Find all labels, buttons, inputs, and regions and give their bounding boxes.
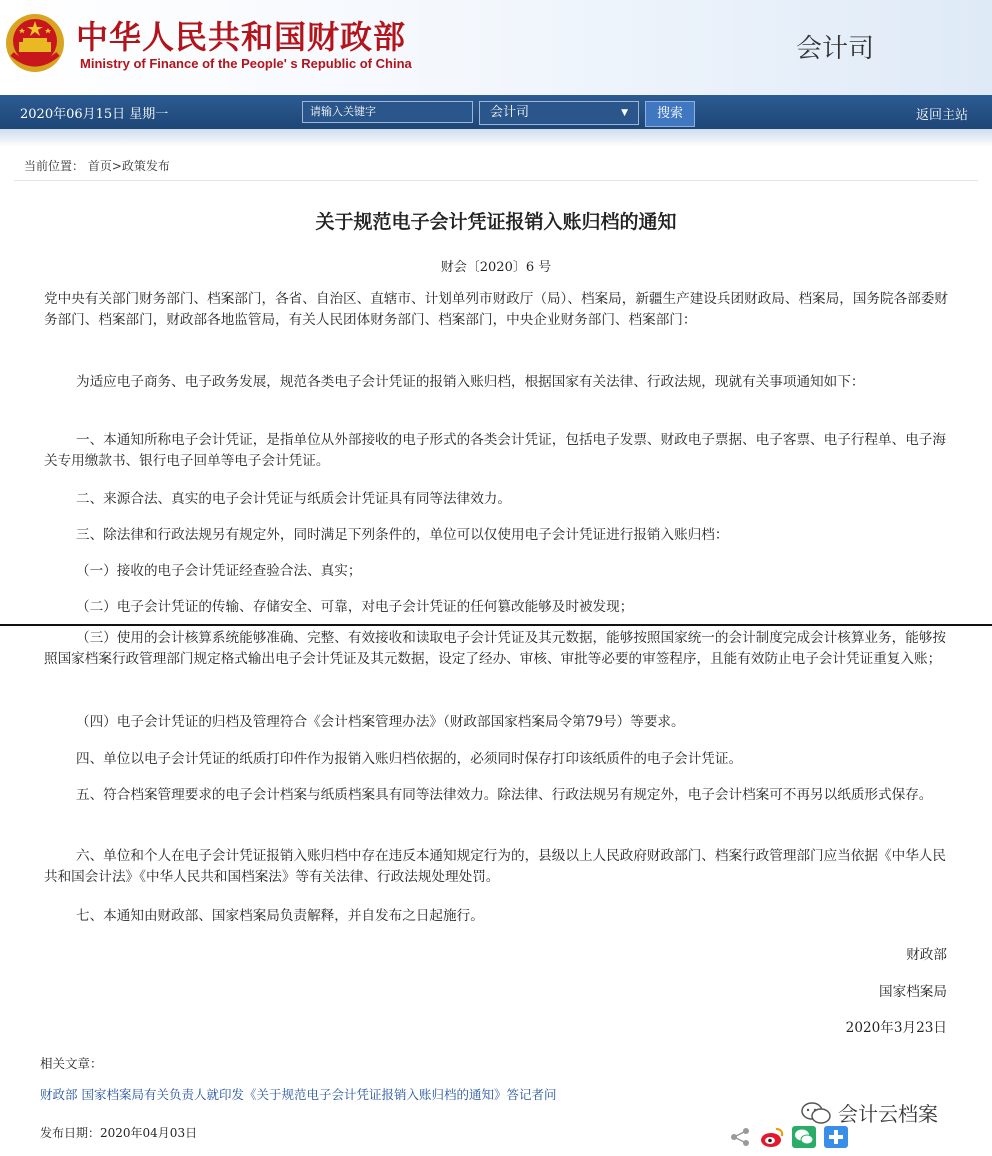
return-home-link[interactable]: 返回主站: [916, 108, 969, 123]
article-paragraph: （三）使用的会计核算系统能够准确、完整、有效接收和读取电子会计凭证及其元数据，能够按照国家统一的会计制度完成会计核算业务，能够按照国家档案行政管理部门规定格式输出电子会计凭证及其元数据，设定了经办、审核、审批等必要的审签程序，且能有效防止电子会计凭证重复入账；: [44, 630, 946, 667]
wechat-watermark-icon: [800, 1101, 832, 1125]
top-navbar: [0, 95, 992, 129]
related-articles-heading: 相关文章：: [40, 1056, 103, 1071]
site-header: [0, 0, 992, 95]
department-select[interactable]: [479, 101, 639, 125]
article-paragraph: 二、来源合法、真实的电子会计凭证与纸质会计凭证具有同等法律效力。: [76, 491, 511, 507]
article-paragraph: （一）接收的电子会计凭证经查验合法、真实；: [76, 563, 362, 579]
current-date: 2020年06月15日 星期一: [20, 107, 169, 122]
plus-icon[interactable]: [824, 1126, 848, 1148]
watermark-text: 会计云档案: [838, 1102, 938, 1126]
publish-date: 发布日期：2020年04月03日: [40, 1126, 198, 1140]
breadcrumb[interactable]: 当前位置： 首页>政策发布: [24, 159, 170, 173]
article-paragraph: 六、单位和个人在电子会计凭证报销入账归档中存在违反本通知规定行为的，县级以上人民政府财政部门、档案行政管理部门应当依据《中华人民共和国会计法》《中华人民共和国档案法》等有关法律、行政法规处理处罚。: [44, 848, 946, 885]
navbar-shadow: [0, 129, 992, 147]
signature-date: 2020年3月23日: [845, 1020, 947, 1036]
ministry-name-en: Ministry of Finance of the People' s Republic of China: [80, 56, 412, 71]
search-button[interactable]: 搜索: [645, 101, 695, 127]
breadcrumb-divider: [14, 180, 978, 181]
article-title: 关于规范电子会计凭证报销入账归档的通知: [315, 211, 677, 233]
article-paragraph: （二）电子会计凭证的传输、存储安全、可靠，对电子会计凭证的任何篡改能够及时被发现；: [76, 599, 634, 615]
article-paragraph: （四）电子会计凭证的归档及管理符合《会计档案管理办法》（财政部国家档案局令第79号）等要求。: [76, 714, 685, 730]
related-article-link[interactable]: 财政部 国家档案局有关负责人就印发《关于规范电子会计凭证报销入账归档的通知》答记者问: [40, 1087, 557, 1102]
signature-ministry: 财政部: [906, 947, 947, 963]
document-number: 财会〔2020〕6 号: [440, 260, 552, 275]
share-icon[interactable]: [728, 1126, 752, 1148]
article-paragraph: 为适应电子商务、电子政务发展，规范各类电子会计凭证的报销入账归档，根据国家有关法律、行政法规，现就有关事项通知如下：: [76, 374, 865, 390]
article-paragraph: 三、除法律和行政法规另有规定外，同时满足下列条件的，单位可以仅使用电子会计凭证进行报销入账归档：: [76, 527, 729, 543]
article-paragraph: 四、单位以电子会计凭证的纸质打印件作为报销入账归档依据的，必须同时保存打印该纸质件的电子会计凭证。: [76, 751, 743, 767]
article-paragraph: 五、符合档案管理要求的电子会计档案与纸质档案具有同等法律效力。除法律、行政法规另有规定外，电子会计档案可不再另以纸质形式保存。: [76, 787, 933, 803]
signature-archives: 国家档案局: [879, 984, 947, 1000]
ministry-name-cn: 中华人民共和国财政部: [76, 18, 407, 56]
dropdown-arrow-icon: ▼: [621, 108, 628, 118]
national-emblem-icon: [4, 12, 66, 74]
weibo-icon[interactable]: [760, 1126, 784, 1148]
article-paragraph: 党中央有关部门财务部门、档案部门，各省、自治区、直辖市、计划单列市财政厅（局）、档案局，新疆生产建设兵团财政局、档案局，国务院各部委财务部门、档案部门，财政部各地监管局，有关人民团体财务部门、档案部门，中央企业财务部门、档案部门：: [44, 291, 948, 328]
article-paragraph: 一、本通知所称电子会计凭证，是指单位从外部接收的电子形式的各类会计凭证，包括电子发票、财政电子票据、电子客票、电子行程单、电子海关专用缴款书、银行电子回单等电子会计凭证。: [44, 432, 946, 469]
department-select-value: 会计司: [490, 105, 530, 120]
article-paragraph: 七、本通知由财政部、国家档案局负责解释，并自发布之日起施行。: [76, 908, 484, 924]
department-name: 会计司: [796, 34, 875, 64]
search-input[interactable]: 请输入关键字: [302, 101, 473, 123]
wechat-icon[interactable]: [792, 1126, 816, 1148]
page-divider: [0, 624, 992, 626]
